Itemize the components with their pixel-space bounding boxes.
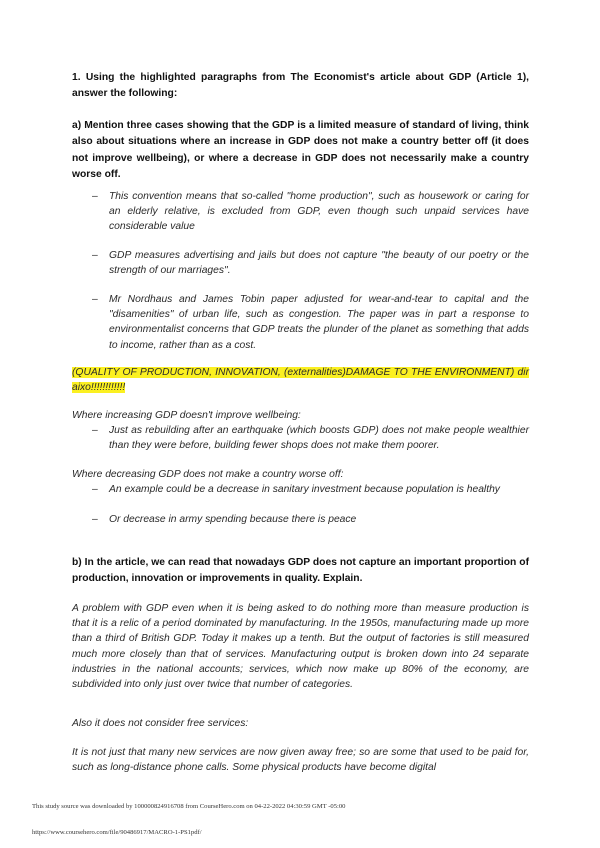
highlight-text: (QUALITY OF PRODUCTION, INNOVATION, (externalities)DAMAGE TO THE ENVIRONMENT) dir aixo!!!!!!!!!!!!: [72, 367, 529, 394]
bullet-text: Or decrease in army spending because there is peace: [109, 514, 357, 525]
bullet-text: An example could be a decrease in sanitary investment because population is healthy: [109, 484, 500, 495]
dash-bullet-icon: –: [92, 484, 98, 495]
download-notice: This study source was downloaded by 100000824916708 from CourseHero.com on 04-22-2022 04:30:59 GMT -05:00: [32, 803, 346, 810]
bullet-text: Just as rebuilding after an earthquake (which boosts GDP) does not make people wealthier than they were before, building fewer shops does not make them poorer.: [109, 425, 529, 452]
question-a-heading: a) Mention three cases showing that the GDP is a limited measure of standard of living, think also about situations where an increase in GDP does not make a country better off (it does not improve wellbeing), or where a decrease in GDP does not necessarily make a country worse off.: [72, 120, 529, 181]
dash-bullet-icon: –: [92, 191, 98, 202]
question-1-heading: 1. Using the highlighted paragraphs from The Economist's article about GDP (Article 1), answer the following:: [72, 72, 529, 100]
bullet-text: This convention means that so-called "home production", such as housework or caring for an elderly relative, is excluded from GDP, even though such unpaid services have considerable value: [109, 191, 529, 233]
decreasing-gdp-heading: Where decreasing GDP does not make a country worse off:: [72, 469, 344, 480]
dash-bullet-icon: –: [92, 425, 98, 436]
bullet-text: GDP measures advertising and jails but does not capture "the beauty of our poetry or the strength of our marriages".: [109, 250, 529, 277]
answer-b-paragraph: A problem with GDP even when it is being asked to do nothing more than measure production is that it is a relic of a period dominated by manufacturing. In the 1950s, manufacturing made up more than a third of British GDP. Today it makes up a tenth. But the output of factories is still measured much more closely than that of services. Manufacturing output is broken down into 24 separate industries in the national accounts; services, which now make up 80% of the economy, are subdivided into only just over twice that number of categories.: [72, 603, 529, 691]
dash-bullet-icon: –: [92, 250, 98, 261]
answer-b-paragraph: It is not just that many new services are now given away free; so are some that used to be paid for, such as long-distance phone calls. Some physical products have become digital: [72, 747, 529, 774]
source-url[interactable]: https://www.coursehero.com/file/90486917/MACRO-1-PS1pdf/: [32, 829, 202, 836]
answer-b-paragraph: Also it does not consider free services:: [72, 718, 249, 729]
increasing-gdp-heading: Where increasing GDP doesn't improve wellbeing:: [72, 410, 301, 421]
highlighted-note: [72, 365, 529, 395]
dash-bullet-icon: –: [92, 294, 98, 305]
dash-bullet-icon: –: [92, 514, 98, 525]
bullet-text: Mr Nordhaus and James Tobin paper adjusted for wear-and-tear to capital and the "disamenities" of urban life, such as congestion. The paper was in part a response to environmentalist concerns that GDP treats the plunder of the planet as something that adds to income, rather than as a cost.: [109, 294, 529, 351]
question-b-heading: b) In the article, we can read that nowadays GDP does not capture an important proportion of production, innovation or improvements in quality. Explain.: [72, 557, 529, 585]
